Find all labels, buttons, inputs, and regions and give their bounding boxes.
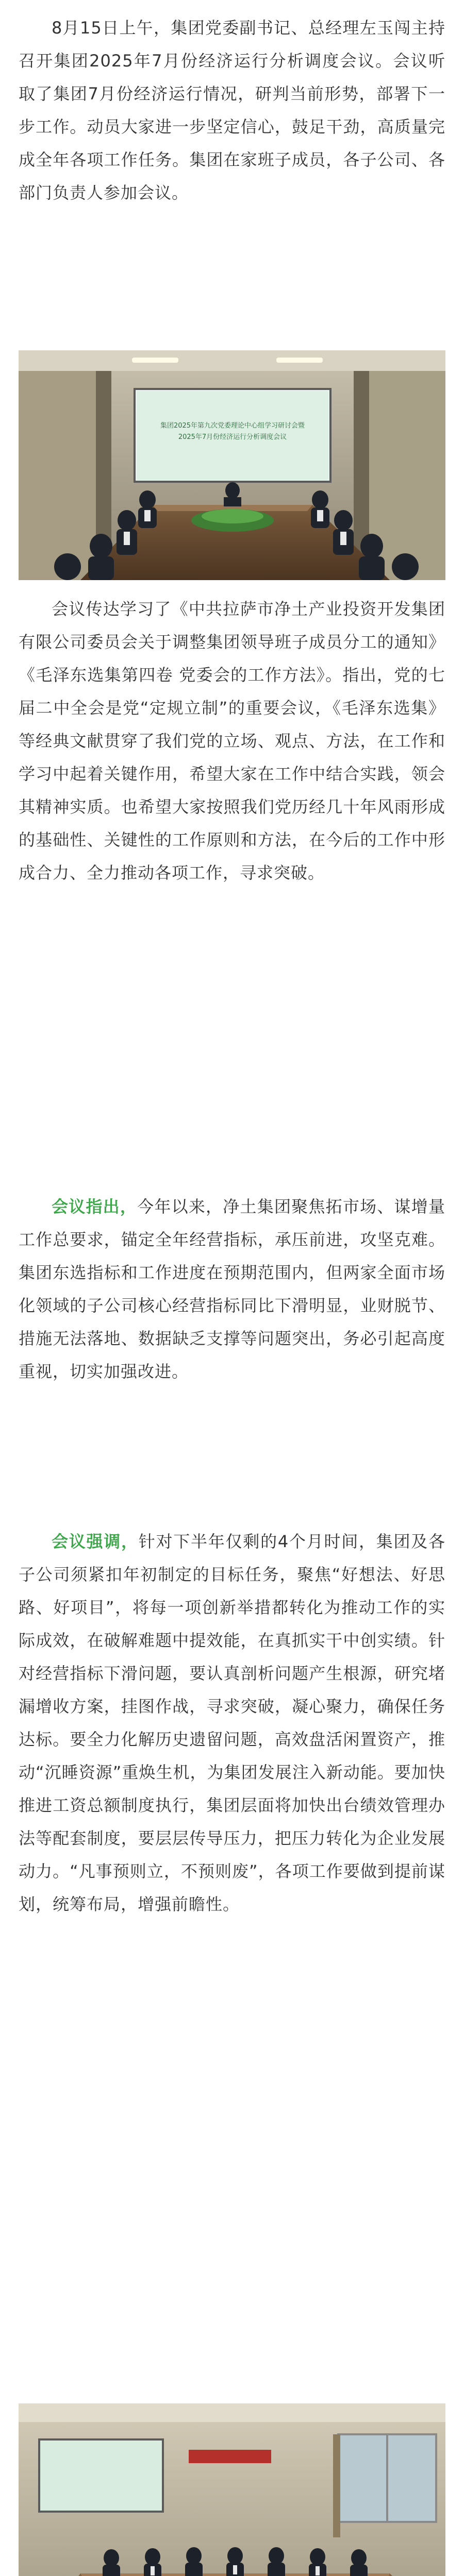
study-paragraph: 会议传达学习了《中共拉萨市净土产业投资开发集团有限公司委员会关于调整集团领导班子成员分工的通知》《毛泽东选集第四卷 党委会的工作方法》。指出，党的七届二中全会是党“定规立制”的重要会议，《毛泽东选集》等经典文献贯穿了我们党的立场、观点、方法，在工作和学习中起着关键作用，希望大家在工作中结合实践，领会其精神实质。也希望大家按照我们党历经几十年风雨形成的基础性、关键性的工作原则和方法，在今后的工作中形成合力、全力推动各项工作，寻求突破。	[19, 599, 445, 883]
intro-paragraph: 8月15日上午，集团党委副书记、总经理左玉闯主持召开集团2025年7月份经济运行分析调度会议。会议听取了集团7月份经济运行情况，研判当前形势，部署下一步工作。动员大家进一步坚定信心，鼓足干劲，高质量完成全年各项工作任务。集团在家班子成员，各子公司、各部门负责人参加会议。	[19, 18, 445, 202]
svg-text:2025年7月份经济运行分析调度会议: 2025年7月份经济运行分析调度会议	[178, 433, 287, 441]
screen-title-line: 集团2025年第九次党委理论中心组学习研讨会暨	[160, 422, 305, 430]
meeting-photo-1	[19, 350, 445, 580]
pointed-out-paragraph	[19, 1190, 445, 1388]
emphasized-text: 针对下半年仅剩的4个月时间，集团及各子公司须紧扣年初制定的目标任务，聚焦“好想法、好思路、好项目”，将每一项创新举措都转化为推动工作的实际成效，在破解难题中提效能，在真抓实干中创实绩。针对经营指标下滑问题，要认真剖析问题产生根源，研究堵漏增收方案，挂图作战，寻求突破，凝心聚力，确保任务达标。要全力化解历史遗留问题，高效盘活闲置资产，推动“沉睡资源”重焕生机，为集团发展注入新动能。要加快推进工资总额制度执行，集团层面将加快出台绩效管理办法等配套制度，要层层传导压力，把压力转化为企业发展动力。“凡事预则立，不预则废”，各项工作要做到提前谋划，统筹布局，增强前瞻性。	[19, 1532, 445, 1914]
pointed-out-text: 今年以来，净土集团聚焦拓市场、谋增量工作总要求，锚定全年经营指标，承压前进，攻坚克难。集团东选指标和工作进度在预期范围内，但两家全面市场化领域的子公司核心经营指标同比下滑明显，业财脱节、措施无法落地、数据缺乏支撑等问题突出，务必引起高度重视，切实加强改进。	[19, 1197, 445, 1381]
meeting-photo-2	[19, 2403, 445, 2576]
pointed-out-label: 会议指出，	[52, 1197, 138, 1216]
emphasized-paragraph	[19, 1525, 445, 1921]
emphasized-label: 会议强调，	[52, 1532, 139, 1551]
